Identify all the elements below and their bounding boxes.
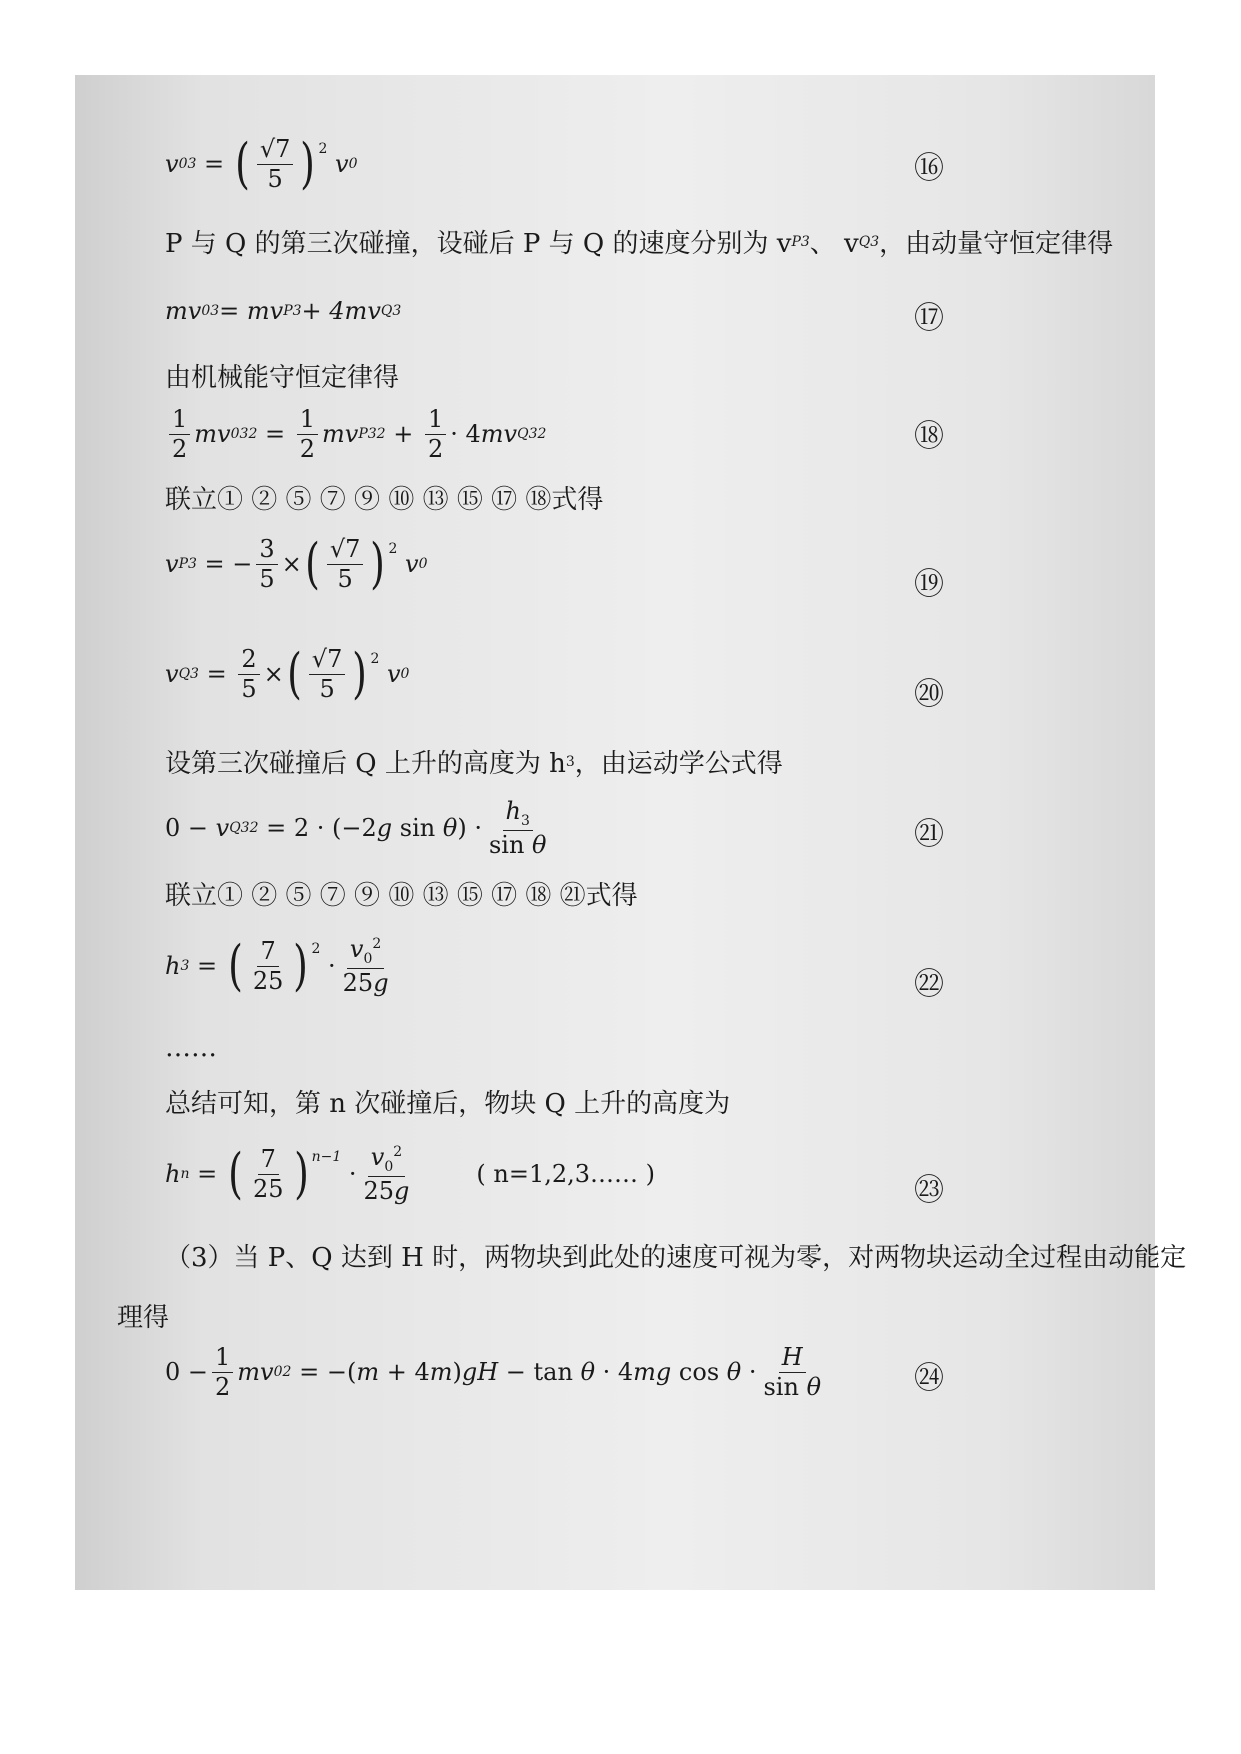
equation-number-18: ⑱: [914, 419, 944, 454]
equation-number-22: ㉒: [914, 967, 944, 1002]
equation-20: v Q3 = $\frac{2}{5}$ × ( $\frac{√7}{5}$ ) 2 v 0: [165, 642, 410, 706]
equation-number-17: ⑰: [914, 301, 944, 336]
paragraph-combine-1: 联立① ② ⑤ ⑦ ⑨ ⑩ ⑬ ⑮ ⑰ ⑱式得: [165, 485, 604, 515]
scanned-page: [75, 75, 1187, 1590]
equation-21: 0 − v Q3 2 = 2 · (−2 g sin θ ) · $\frac{h_3}{\text{sin θ}}$: [165, 797, 547, 859]
equation-number-23: ㉓: [914, 1173, 944, 1208]
equation-22: h 3 = ( $\frac{7}{25}$ ) 2 · $\frac{v_0^2}{25g}$: [165, 934, 389, 998]
paragraph-height: 设第三次碰撞后 Q 上升的高度为 h 3 ，由运动学公式得: [165, 749, 783, 779]
equation-23: h n = ( $\frac{7}{25}$ ) n−1 · $\frac{v_0^2}{25g}$ ( n=1,2,3…… ): [165, 1142, 656, 1206]
paragraph-summary: 总结可知，第 n 次碰撞后，物块 Q 上升的高度为: [165, 1089, 731, 1119]
paragraph-part3-cont: 理得: [117, 1303, 170, 1333]
equation-17: mv 03 = mv P3 + 4mv Q3: [165, 297, 402, 325]
equation-number-24: ㉔: [914, 1361, 944, 1396]
equation-16: v 03 = ( $\frac{√7}{5}$ ) 2 v 0: [165, 132, 358, 196]
equation-19: v P3 = − $\frac{3}{5}$ × ( $\frac{√7}{5}$ ) 2 v 0: [165, 532, 428, 596]
paragraph-energy: 由机械能守恒定律得: [165, 363, 400, 393]
equation-18: $\frac{1}{2}$ mv 03 2 = $\frac{1}{2}$ mv P3 2 + $\frac{1}{2}$ · 4 mv Q3 2: [165, 405, 546, 464]
equation-number-20: ⑳: [914, 677, 944, 712]
equation-number-19: ⑲: [914, 567, 944, 602]
paragraph-combine-2: 联立① ② ⑤ ⑦ ⑨ ⑩ ⑬ ⑮ ⑰ ⑱ ㉑式得: [165, 881, 638, 911]
paragraph-part3: （3）当 P、Q 达到 H 时，两物块到此处的速度可视为零，对两物块运动全过程由动能定: [165, 1243, 1187, 1273]
equation-24: 0 − $\frac{1}{2}$ mv 0 2 = −( m + 4 m ) gH − tan θ · 4 mg cos θ · $\frac{H}{\text{sin θ}}$: [165, 1343, 822, 1401]
equation-number-16: ⑯: [914, 151, 944, 186]
ellipsis: ……: [165, 1033, 217, 1063]
paragraph-third-collision: P 与 Q 的第三次碰撞，设碰后 P 与 Q 的速度分别为 v P3 、 v Q3 ，由动量守恒定律得: [165, 229, 1114, 259]
equation-number-21: ㉑: [914, 817, 944, 852]
